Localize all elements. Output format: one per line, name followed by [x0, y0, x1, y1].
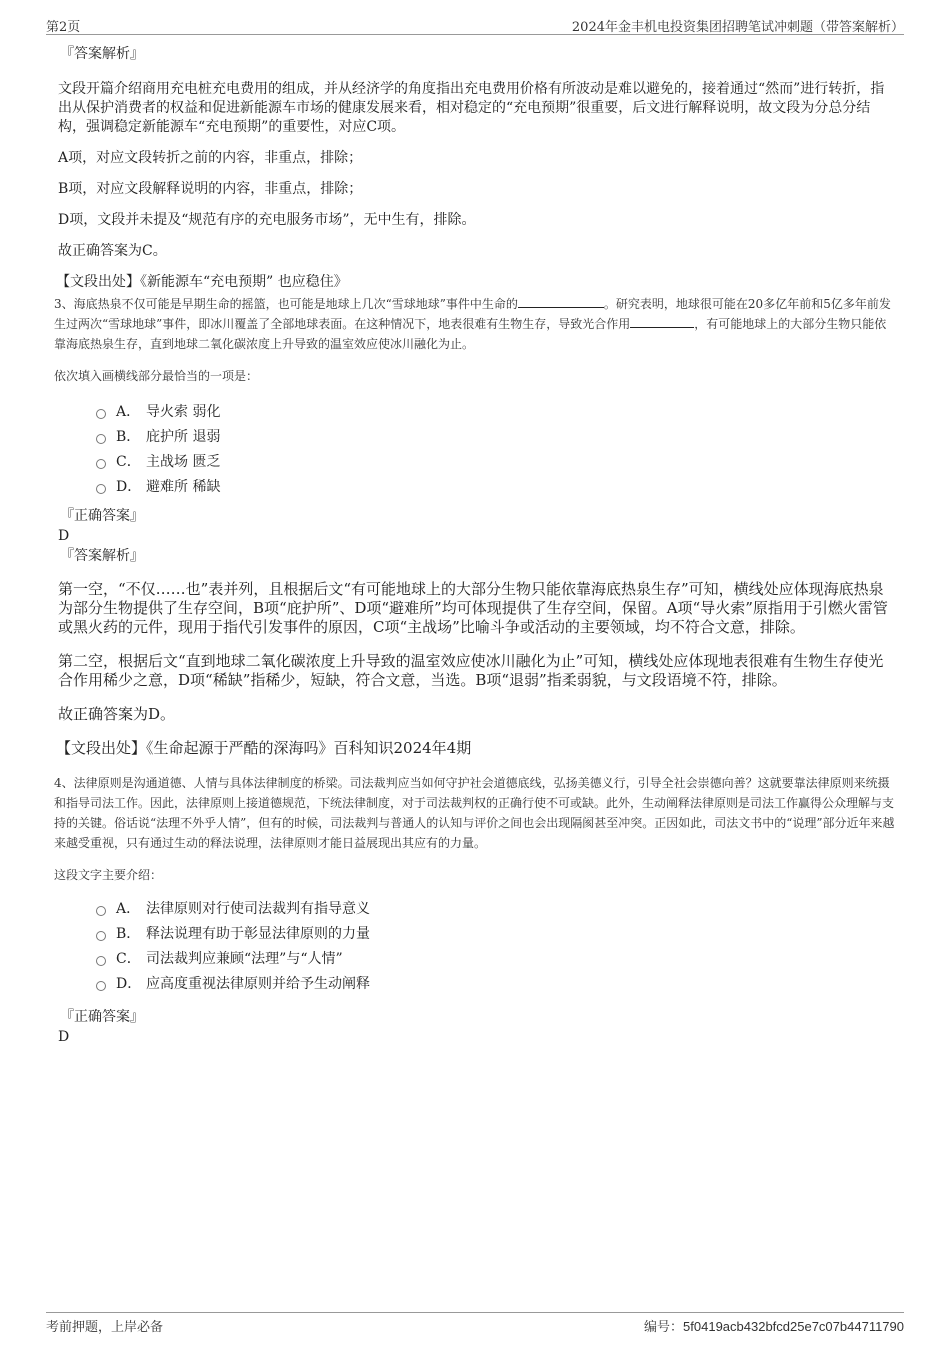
q4-option-b[interactable]: B． 释法说理有助于彰显法律原则的力量 — [54, 922, 896, 947]
q3-answer: D — [58, 528, 70, 544]
q3-option-b[interactable]: B． 庇护所 退弱 — [54, 425, 896, 450]
q4-answer-label: 『正确答案』 — [60, 1009, 144, 1025]
radio-icon[interactable] — [96, 981, 106, 991]
footer-code — [644, 1316, 904, 1335]
q4-options — [54, 897, 896, 997]
q2-explanation-b: B项，对应文段解释说明的内容，非重点，排除； — [58, 181, 363, 197]
q2-explanation-d: D项，文段并未提及“规范有序的充电服务市场”，无中生有，排除。 — [58, 212, 476, 228]
q4-answer: D — [58, 1029, 70, 1045]
page-content — [54, 44, 896, 1047]
q4-stem: 4、法律原则是沟通道德、人情与具体法律制度的桥梁。司法裁判应当如何守护社会道德底线，弘扬美德义行，引导全社会崇德向善？这就要靠法律原则来统摄和指导司法工作。因此，法律原则上接道德规范，下统法律制度，对于司法裁判权的正确行使不可或缺。此外，生动阐释法律原则是司法工作赢得公众理解与支持的关键。俗话说“法理不外乎人情”，但有的时候，司法裁判与普通人的认知与评价之间也会出现隔阂甚至冲突。正因如此，司法文书中的“说理”部分近年来越来越受重视，只有通过生动的释法说理，法律原则才能日益展现出其应有的力量。 — [54, 776, 895, 850]
q3-option-c[interactable]: C． 主战场 匮乏 — [54, 450, 896, 475]
radio-icon[interactable] — [96, 484, 106, 494]
q2-analysis-label: 『答案解析』 — [60, 46, 144, 62]
footer-slogan: 考前押题，上岸必备 — [46, 1320, 164, 1335]
q2-conclusion: 故正确答案为C。 — [58, 243, 167, 259]
radio-icon[interactable] — [96, 906, 106, 916]
radio-icon[interactable] — [96, 956, 106, 966]
q3-stem-part3: ，有可能地球上的大部分生物只能依靠海底热泉生存，直到地球二氧化碳浓度上升导致的温室效应使冰川融化为止。 — [54, 317, 887, 351]
footer-code-value: 5f0419acb432bfcd25e7c07b44711790 — [683, 1319, 904, 1334]
q3-stem-part1: 3、海底热泉不仅可能是早期生命的摇篮，也可能是地球上几次“雪球地球”事件中生命的 — [54, 297, 518, 311]
q3-prompt: 依次填入画横线部分最恰当的一项是： — [54, 369, 259, 383]
q4-option-a[interactable]: A． 法律原则对行使司法裁判有指导意义 — [54, 897, 896, 922]
q4-prompt: 这段文字主要介绍： — [54, 868, 163, 882]
q4-option-c[interactable]: C． 司法裁判应兼顾“法理”与“人情” — [54, 947, 896, 972]
q3-blank-2 — [630, 315, 694, 328]
q2-explanation-a: A项，对应文段转折之前的内容，非重点，排除； — [58, 150, 363, 166]
page-footer — [46, 1312, 904, 1335]
q3-source: 【文段出处】《生命起源于严酷的深海吗》百科知识2024年4期 — [56, 739, 472, 757]
q3-analysis-label: 『答案解析』 — [60, 548, 144, 564]
document-title: 2024年金丰机电投资集团招聘笔试冲刺题（带答案解析） — [571, 20, 904, 35]
q3-answer-label: 『正确答案』 — [60, 508, 144, 524]
q3-options — [54, 400, 896, 500]
radio-icon[interactable] — [96, 409, 106, 419]
q3-conclusion: 故正确答案为D。 — [58, 705, 176, 723]
page-header — [46, 14, 904, 35]
q3-stem-part2: 。研究表明，地球很可能在20多亿年前和5亿多年前发生过两次“雪球地球”事件，即冰川覆盖了全部地球表面。在这种情况下，地表很难有生物生存，导致光合作用 — [54, 297, 891, 331]
radio-icon[interactable] — [96, 434, 106, 444]
footer-code-label: 编号： — [644, 1320, 684, 1335]
q3-stem — [54, 294, 896, 354]
page-number: 第2页 — [46, 20, 81, 35]
radio-icon[interactable] — [96, 459, 106, 469]
q4-option-d[interactable]: D． 应高度重视法律原则并给予生动阐释 — [54, 972, 896, 997]
q3-blank-1 — [518, 295, 604, 308]
q3-option-d[interactable]: D． 避难所 稀缺 — [54, 475, 896, 500]
q2-analysis-text: 文段开篇介绍商用充电桩充电费用的组成，并从经济学的角度指出充电费用价格有所波动是难以避免的，接着通过“然而”进行转折，指出从保护消费者的权益和促进新能源车市场的健康发展来看，相对稳定的“充电预期”很重要，后文进行解释说明，故文段为分总分结构，强调稳定新能源车“充电预期”的重要性，对应C项。 — [58, 81, 885, 135]
q3-option-a[interactable]: A． 导火索 弱化 — [54, 400, 896, 425]
q3-analysis-2: 第二空，根据后文“直到地球二氧化碳浓度上升导致的温室效应使冰川融化为止”可知，横线处应体现地表很难有生物生存使光合作用稀少之意，D项“稀缺”指稀少，短缺，符合文意，当选。B项“退弱”指柔弱貌，与文段语境不符，排除。 — [58, 652, 884, 689]
radio-icon[interactable] — [96, 931, 106, 941]
q3-analysis-1: 第一空，“不仅……也”表并列，且根据后文“有可能地球上的大部分生物只能依靠海底热泉生存”可知，横线处应体现海底热泉为部分生物提供了生存空间，B项“庇护所”、D项“避难所”均可体现提供了生存空间，保留。A项“导火索”原指用于引燃火雷管或黑火药的元件，现用于指代引发事件的原因，C项“主战场”比喻斗争或活动的主要领域，均不符合文意，排除。 — [58, 580, 888, 636]
q2-source: 【文段出处】《新能源车“充电预期” 也应稳住》 — [56, 274, 348, 290]
